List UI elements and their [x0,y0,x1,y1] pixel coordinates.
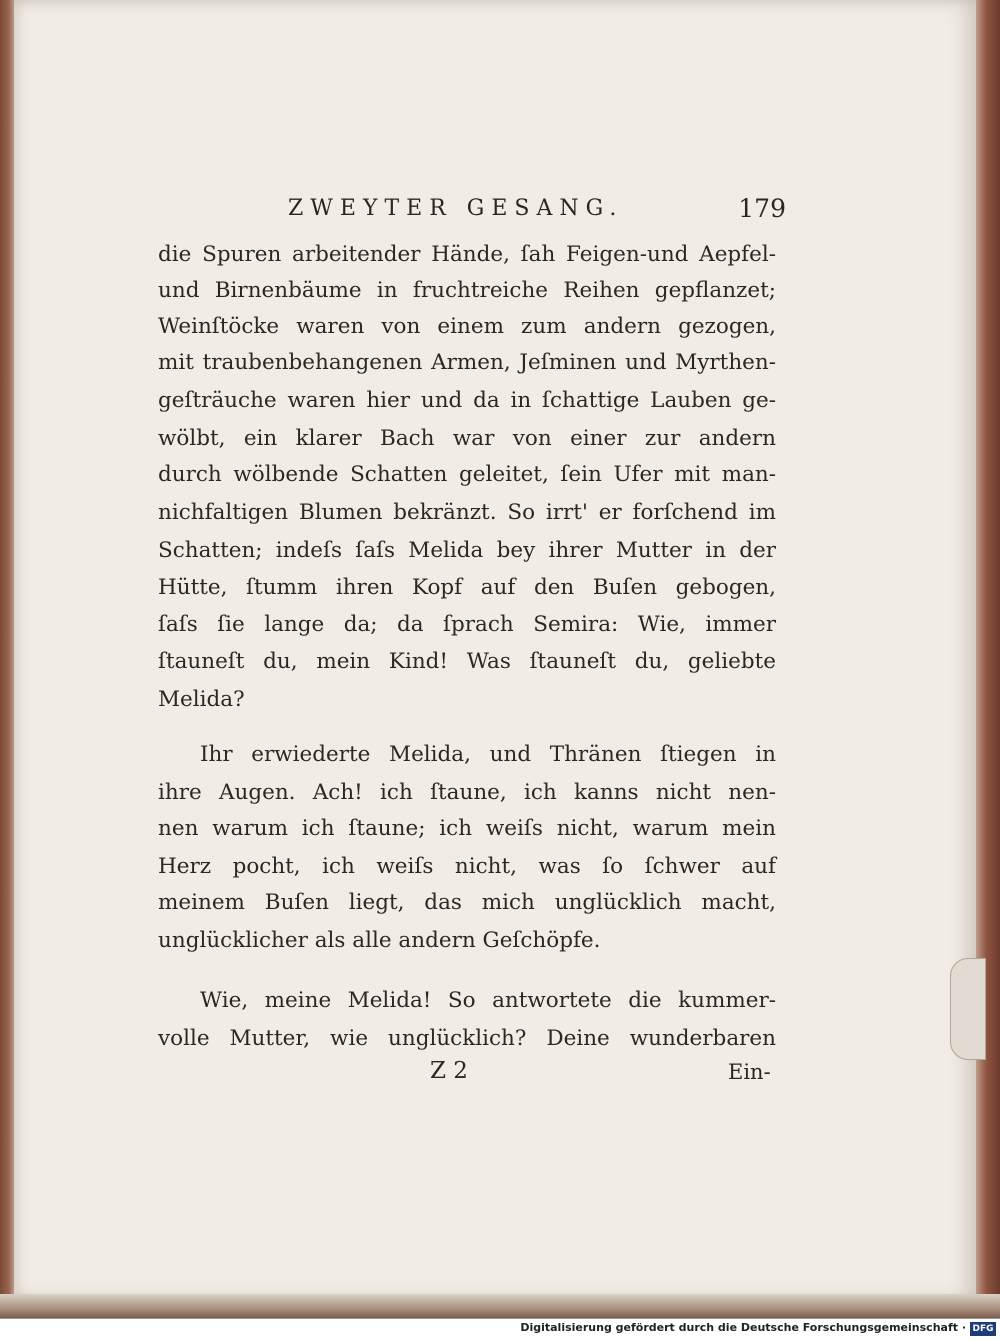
text-line: Weinſtöcke waren von einem zum andern gezogen, [158,314,776,339]
signature-mark: Z 2 [430,1058,468,1084]
text-line: ihre Augen. Ach! ich ſtaune, ich kanns nicht nen- [158,780,776,805]
text-line: ſtauneſt du, mein Kind! Was ſtauneſt du, geliebte [158,649,776,674]
page-header [160,194,790,234]
text-line: geſträuche waren hier und da in ſchattige Lauben ge- [158,388,776,413]
dfg-logo-icon: DFG [970,1322,996,1336]
text-line: und Birnenbäume in fruchtreiche Reihen gepflanzet; [158,278,776,303]
text-line: ſaſs ſie lange da; da ſprach Semira: Wie, immer [158,612,776,637]
text-line: meinem Buſen liegt, das mich unglücklich macht, [158,890,776,915]
text-line: unglücklicher als alle andern Geſchöpfe. [158,928,601,953]
footer-credit-text: Digitalisierung gefördert durch die Deutsche Forschungsgemeinschaft · [520,1321,966,1334]
text-line: volle Mutter, wie unglücklich? Deine wunderbaren [158,1026,776,1051]
page-tab-marker [950,958,986,1060]
text-line: die Spuren arbeitender Hände, ſah Feigen-und Aepfel- [158,242,776,267]
text-line: Schatten; indeſs ſaſs Melida bey ihrer Mutter in der [158,538,776,563]
text-line: wölbt, ein klarer Bach war von einer zur andern [158,426,776,451]
text-line: Herz pocht, ich weiſs nicht, was ſo ſchwer auf [158,854,776,879]
page-number: 179 [738,194,786,223]
catchword: Ein- [728,1060,771,1084]
text-line: durch wölbende Schatten geleitet, ſein Ufer mit man- [158,462,776,487]
text-line: Hütte, ſtumm ihren Kopf auf den Buſen gebogen, [158,575,776,600]
text-line: Melida? [158,687,245,712]
running-title: ZWEYTER GESANG. [288,196,624,221]
text-line: mit traubenbehangenen Armen, Jeſminen und Myrthen- [158,350,776,375]
text-line: Ihr erwiederte Melida, und Thränen ſtiegen in [200,742,776,767]
digitization-footer [0,1318,1000,1340]
text-line: nichfaltigen Blumen bekränzt. So irrt' er forſchend im [158,500,776,525]
text-line: nen warum ich ſtaune; ich weiſs nicht, warum mein [158,816,776,841]
text-line: Wie, meine Melida! So antwortete die kummer- [200,988,776,1013]
